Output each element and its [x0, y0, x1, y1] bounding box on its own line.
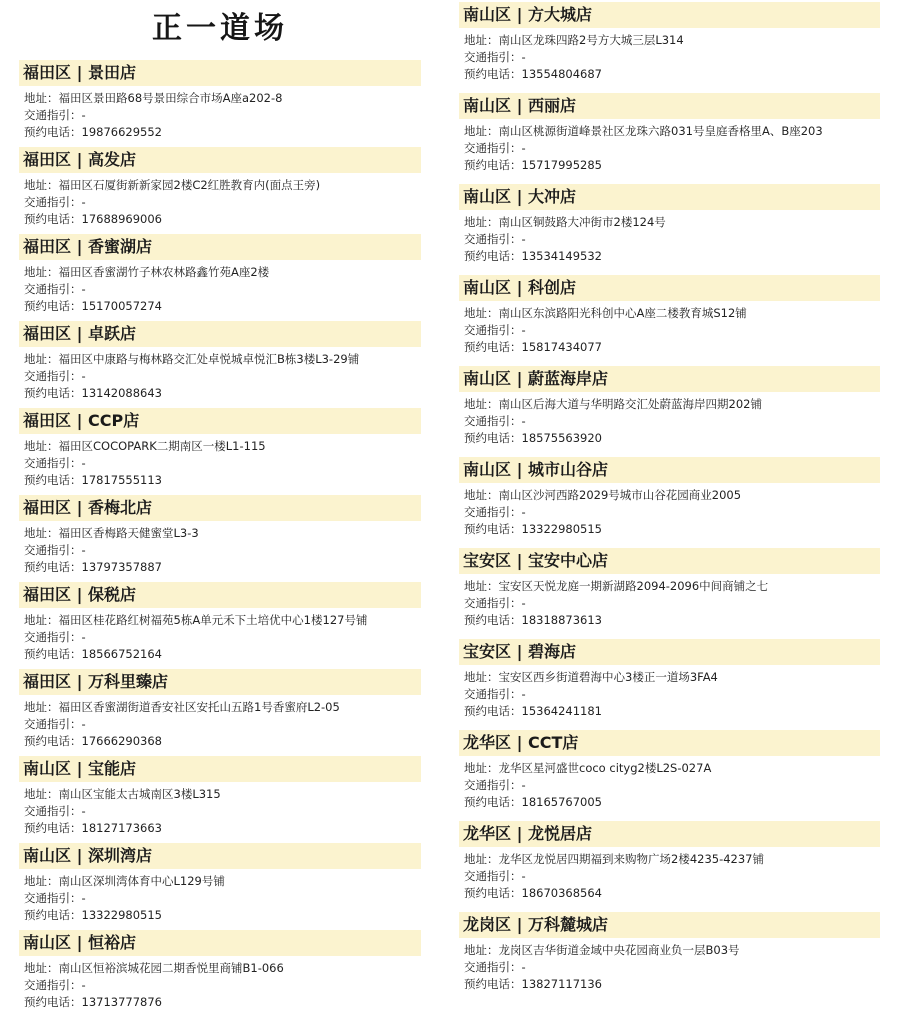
store-phone	[464, 430, 880, 447]
store-phone	[464, 612, 880, 629]
store-address-label: 地址：	[24, 91, 59, 105]
store-heading: 宝安区 | 碧海店	[459, 639, 880, 665]
store-phone-value: 18575563920	[521, 431, 602, 445]
store-phone-label: 预约电话：	[464, 249, 522, 263]
store-transport	[24, 542, 421, 559]
store-entry	[19, 319, 421, 406]
store-heading: 南山区 | 城市山谷店	[459, 457, 880, 483]
store-phone	[464, 794, 880, 811]
store-phone-value: 19876629552	[81, 125, 162, 139]
store-address-value: 南山区龙珠四路2号方大城三层L314	[498, 33, 684, 47]
store-heading: 南山区 | 方大城店	[459, 2, 880, 28]
store-phone-value: 17666290368	[81, 734, 162, 748]
store-phone	[24, 385, 421, 402]
store-heading: 南山区 | 深圳湾店	[19, 843, 421, 869]
store-phone-value: 18127173663	[81, 821, 162, 835]
store-entry	[459, 728, 880, 819]
store-address-label: 地址：	[24, 700, 59, 714]
store-phone-label: 预约电话：	[24, 560, 82, 574]
store-address-value: 福田区中康路与梅林路交汇处卓悦城卓悦汇B栋3楼L3-29铺	[58, 352, 360, 366]
store-phone-label: 预约电话：	[464, 795, 522, 809]
store-address-value: 福田区桂花路红树福苑5栋A单元禾下土培优中心1楼127号铺	[58, 613, 368, 627]
store-address	[464, 942, 880, 959]
store-transport-label: 交通指引：	[24, 717, 82, 731]
store-transport-label: 交通指引：	[24, 456, 82, 470]
store-transport-value: -	[521, 778, 526, 792]
store-transport	[24, 281, 421, 298]
store-address-label: 地址：	[464, 397, 499, 411]
store-address-label: 地址：	[24, 787, 59, 801]
store-transport-value: -	[81, 891, 86, 905]
store-transport-label: 交通指引：	[464, 960, 522, 974]
store-heading: 龙华区 | 龙悦居店	[459, 821, 880, 847]
store-address	[464, 396, 880, 413]
store-transport-label: 交通指引：	[464, 687, 522, 701]
store-transport-value: -	[521, 323, 526, 337]
left-column	[19, 0, 421, 1015]
store-phone-value: 15717995285	[521, 158, 602, 172]
store-transport-label: 交通指引：	[464, 232, 522, 246]
store-details	[459, 483, 880, 538]
store-transport-value: -	[81, 195, 86, 209]
store-address-value: 福田区香蜜湖街道香安社区安托山五路1号香蜜府L2-05	[58, 700, 340, 714]
store-address-label: 地址：	[24, 874, 59, 888]
store-address-label: 地址：	[24, 613, 59, 627]
store-transport-value: -	[521, 50, 526, 64]
store-phone	[464, 66, 880, 83]
store-address-value: 福田区石厦街新新家园2楼C2红胜教育内(面点王旁)	[58, 178, 321, 192]
store-transport-value: -	[81, 543, 86, 557]
store-transport-label: 交通指引：	[24, 543, 82, 557]
store-heading: 福田区 | 香蜜湖店	[19, 234, 421, 260]
store-address	[24, 699, 421, 716]
store-heading: 南山区 | 蔚蓝海岸店	[459, 366, 880, 392]
store-transport	[24, 368, 421, 385]
store-heading: 龙华区 | CCT店	[459, 730, 880, 756]
store-phone-label: 预约电话：	[464, 977, 522, 991]
store-entry	[459, 91, 880, 182]
store-transport	[24, 194, 421, 211]
store-address	[24, 90, 421, 107]
store-phone-label: 预约电话：	[24, 734, 82, 748]
store-transport-value: -	[81, 108, 86, 122]
store-phone	[24, 733, 421, 750]
store-details	[459, 119, 880, 174]
brand-title: 正一道场	[152, 11, 288, 46]
store-address-value: 南山区沙河西路2029号城市山谷花园商业2005	[498, 488, 742, 502]
store-transport-label: 交通指引：	[24, 804, 82, 818]
store-phone-label: 预约电话：	[24, 995, 82, 1009]
store-phone-value: 13827117136	[521, 977, 602, 991]
store-transport-value: -	[81, 282, 86, 296]
store-address-value: 福田区COCOPARK二期南区一楼L1-115	[58, 439, 266, 453]
store-address	[464, 214, 880, 231]
store-address-label: 地址：	[464, 761, 499, 775]
store-transport-label: 交通指引：	[24, 891, 82, 905]
store-address-value: 宝安区天悦龙庭一期新湖路2094-2096中间商铺之七	[498, 579, 769, 593]
store-entry	[459, 182, 880, 273]
store-address-value: 宝安区西乡街道碧海中心3楼正一道场3FA4	[498, 670, 718, 684]
store-transport-label: 交通指引：	[464, 505, 522, 519]
store-address	[464, 760, 880, 777]
store-details	[459, 392, 880, 447]
store-address-value: 福田区香蜜湖竹子林农林路鑫竹苑A座2楼	[58, 265, 270, 279]
store-address-value: 南山区铜鼓路大冲街市2楼124号	[498, 215, 666, 229]
store-details	[19, 347, 421, 402]
store-heading: 福田区 | 万科里臻店	[19, 669, 421, 695]
store-address-label: 地址：	[464, 124, 499, 138]
store-address-value: 福田区景田路68号景田综合市场A座a202-8	[58, 91, 283, 105]
store-transport	[24, 455, 421, 472]
store-phone-value: 17817555113	[81, 473, 162, 487]
store-phone-value: 13322980515	[521, 522, 602, 536]
store-address	[464, 851, 880, 868]
store-transport-label: 交通指引：	[24, 108, 82, 122]
store-address-label: 地址：	[464, 943, 499, 957]
store-transport-label: 交通指引：	[464, 50, 522, 64]
store-address	[24, 525, 421, 542]
store-details	[459, 756, 880, 811]
store-address-value: 龙华区龙悦居四期福到来购物广场2楼4235-4237铺	[498, 852, 764, 866]
store-transport	[464, 777, 880, 794]
store-transport	[24, 890, 421, 907]
store-address	[24, 438, 421, 455]
store-heading: 福田区 | 景田店	[19, 60, 421, 86]
store-address-value: 龙岗区吉华街道金域中央花园商业负一层B03号	[498, 943, 740, 957]
store-heading: 南山区 | 西丽店	[459, 93, 880, 119]
store-entry	[19, 754, 421, 841]
store-transport	[464, 140, 880, 157]
store-phone-value: 13142088643	[81, 386, 162, 400]
store-address-value: 南山区宝能太古城南区3楼L315	[58, 787, 221, 801]
store-transport-label: 交通指引：	[24, 195, 82, 209]
store-entry	[19, 580, 421, 667]
store-details	[459, 938, 880, 993]
store-phone	[464, 521, 880, 538]
store-address-value: 南山区桃源街道峰景社区龙珠六路031号皇庭香格里A、B座203	[498, 124, 823, 138]
store-entry	[19, 493, 421, 580]
store-address	[24, 177, 421, 194]
store-transport	[24, 977, 421, 994]
store-address-label: 地址：	[464, 852, 499, 866]
store-transport-value: -	[521, 505, 526, 519]
store-phone-value: 13534149532	[521, 249, 602, 263]
store-phone-label: 预约电话：	[464, 886, 522, 900]
store-transport-value: -	[521, 414, 526, 428]
store-address-value: 南山区深圳湾体育中心L129号铺	[58, 874, 225, 888]
store-address-label: 地址：	[464, 33, 499, 47]
store-phone-value: 13797357887	[81, 560, 162, 574]
store-transport-value: -	[521, 232, 526, 246]
store-heading: 南山区 | 宝能店	[19, 756, 421, 782]
store-heading: 南山区 | 科创店	[459, 275, 880, 301]
store-transport-value: -	[521, 687, 526, 701]
store-transport	[464, 413, 880, 430]
store-phone-label: 预约电话：	[24, 386, 82, 400]
store-address	[464, 305, 880, 322]
store-phone-label: 预约电话：	[24, 125, 82, 139]
store-phone-value: 15817434077	[521, 340, 602, 354]
store-transport-value: -	[521, 960, 526, 974]
store-details	[19, 782, 421, 837]
store-heading: 福田区 | CCP店	[19, 408, 421, 434]
store-entry	[459, 910, 880, 1001]
store-transport-value: -	[81, 456, 86, 470]
store-transport-value: -	[521, 869, 526, 883]
store-transport-value: -	[521, 141, 526, 155]
store-entry	[459, 455, 880, 546]
store-transport	[464, 322, 880, 339]
store-address	[24, 873, 421, 890]
store-phone	[24, 298, 421, 315]
store-address-label: 地址：	[24, 352, 59, 366]
store-transport-value: -	[81, 978, 86, 992]
store-details	[19, 173, 421, 228]
store-address	[464, 487, 880, 504]
store-address-label: 地址：	[464, 488, 499, 502]
store-address	[464, 32, 880, 49]
store-details	[19, 869, 421, 924]
store-details	[459, 28, 880, 83]
store-phone-label: 预约电话：	[24, 473, 82, 487]
right-column	[459, 0, 880, 1001]
store-transport	[24, 716, 421, 733]
store-phone-label: 预约电话：	[464, 613, 522, 627]
store-entry	[459, 546, 880, 637]
store-phone	[24, 559, 421, 576]
store-address	[24, 351, 421, 368]
store-phone	[464, 703, 880, 720]
store-address-label: 地址：	[464, 215, 499, 229]
store-transport	[24, 107, 421, 124]
store-phone	[464, 157, 880, 174]
store-entry	[459, 364, 880, 455]
store-transport-value: -	[81, 369, 86, 383]
store-address	[24, 786, 421, 803]
store-address	[24, 960, 421, 977]
store-phone-value: 13713777876	[81, 995, 162, 1009]
store-entry	[459, 0, 880, 91]
store-entry	[19, 145, 421, 232]
store-transport-label: 交通指引：	[464, 778, 522, 792]
store-address	[24, 264, 421, 281]
store-phone	[24, 646, 421, 663]
store-address-value: 南山区东滨路阳光科创中心A座二楼教育城S12铺	[498, 306, 747, 320]
store-entry	[19, 841, 421, 928]
store-details	[19, 956, 421, 1011]
store-transport-label: 交通指引：	[464, 323, 522, 337]
store-transport-value: -	[81, 717, 86, 731]
store-heading: 宝安区 | 宝安中心店	[459, 548, 880, 574]
store-transport-label: 交通指引：	[24, 630, 82, 644]
store-phone-value: 13554804687	[521, 67, 602, 81]
store-transport	[464, 595, 880, 612]
store-address-label: 地址：	[24, 439, 59, 453]
store-phone-label: 预约电话：	[464, 522, 522, 536]
store-transport-label: 交通指引：	[24, 978, 82, 992]
store-details	[19, 86, 421, 141]
store-details	[459, 210, 880, 265]
store-phone	[464, 339, 880, 356]
store-phone-label: 预约电话：	[464, 704, 522, 718]
store-address-value: 福田区香梅路天健蜜堂L3-3	[58, 526, 199, 540]
store-phone	[24, 994, 421, 1011]
store-details	[459, 574, 880, 629]
store-phone-value: 17688969006	[81, 212, 162, 226]
store-phone	[24, 907, 421, 924]
store-address-label: 地址：	[464, 579, 499, 593]
store-transport	[24, 629, 421, 646]
store-address	[24, 612, 421, 629]
store-phone-label: 预约电话：	[464, 340, 522, 354]
store-details	[19, 695, 421, 750]
store-details	[459, 847, 880, 902]
store-transport	[464, 49, 880, 66]
store-transport-label: 交通指引：	[464, 141, 522, 155]
store-heading: 福田区 | 保税店	[19, 582, 421, 608]
right-store-list	[459, 0, 880, 1001]
store-address-label: 地址：	[24, 265, 59, 279]
store-phone	[24, 124, 421, 141]
store-transport-value: -	[521, 596, 526, 610]
store-transport-label: 交通指引：	[24, 282, 82, 296]
store-transport	[464, 868, 880, 885]
store-details	[459, 301, 880, 356]
store-heading: 南山区 | 大冲店	[459, 184, 880, 210]
store-heading: 福田区 | 香梅北店	[19, 495, 421, 521]
store-phone-label: 预约电话：	[464, 431, 522, 445]
store-entry	[19, 928, 421, 1015]
store-entry	[19, 406, 421, 493]
store-address-label: 地址：	[464, 670, 499, 684]
store-phone-value: 18670368564	[521, 886, 602, 900]
store-phone-label: 预约电话：	[24, 821, 82, 835]
store-address-value: 南山区恒裕滨城花园二期香悦里商铺B1-066	[58, 961, 284, 975]
store-phone-value: 18165767005	[521, 795, 602, 809]
store-transport-value: -	[81, 804, 86, 818]
store-entry	[19, 232, 421, 319]
store-phone	[464, 885, 880, 902]
store-transport-label: 交通指引：	[464, 869, 522, 883]
store-transport-label: 交通指引：	[24, 369, 82, 383]
store-phone	[24, 472, 421, 489]
store-entry	[459, 637, 880, 728]
store-phone	[464, 248, 880, 265]
store-address-value: 南山区后海大道与华明路交汇处蔚蓝海岸四期202铺	[498, 397, 762, 411]
store-address	[464, 578, 880, 595]
store-transport-label: 交通指引：	[464, 414, 522, 428]
store-heading: 龙岗区 | 万科麓城店	[459, 912, 880, 938]
store-phone-label: 预约电话：	[464, 158, 522, 172]
store-heading: 福田区 | 高发店	[19, 147, 421, 173]
store-address-label: 地址：	[24, 526, 59, 540]
store-transport	[464, 959, 880, 976]
store-phone-value: 18318873613	[521, 613, 602, 627]
store-transport	[464, 686, 880, 703]
store-details	[459, 665, 880, 720]
store-transport	[464, 504, 880, 521]
store-address-value: 龙华区星河盛世coco cityg2楼L2S-027A	[498, 761, 712, 775]
store-details	[19, 434, 421, 489]
store-phone	[24, 211, 421, 228]
store-phone-value: 15170057274	[81, 299, 162, 313]
store-phone	[24, 820, 421, 837]
store-address-label: 地址：	[464, 306, 499, 320]
store-entry	[19, 667, 421, 754]
store-address-label: 地址：	[24, 961, 59, 975]
store-phone-label: 预约电话：	[24, 212, 82, 226]
store-address	[464, 669, 880, 686]
store-transport	[24, 803, 421, 820]
store-phone-label: 预约电话：	[24, 299, 82, 313]
store-address	[464, 123, 880, 140]
store-phone-value: 18566752164	[81, 647, 162, 661]
store-entry	[19, 58, 421, 145]
store-phone-label: 预约电话：	[24, 647, 82, 661]
left-store-list	[19, 58, 421, 1015]
store-details	[19, 260, 421, 315]
store-details	[19, 521, 421, 576]
store-transport	[464, 231, 880, 248]
store-phone-label: 预约电话：	[464, 67, 522, 81]
store-entry	[459, 273, 880, 364]
store-transport-label: 交通指引：	[464, 596, 522, 610]
store-phone	[464, 976, 880, 993]
store-phone-label: 预约电话：	[24, 908, 82, 922]
store-transport-value: -	[81, 630, 86, 644]
store-details	[19, 608, 421, 663]
store-heading: 福田区 | 卓跃店	[19, 321, 421, 347]
store-phone-value: 13322980515	[81, 908, 162, 922]
store-phone-value: 15364241181	[521, 704, 602, 718]
store-address-label: 地址：	[24, 178, 59, 192]
store-entry	[459, 819, 880, 910]
store-heading: 南山区 | 恒裕店	[19, 930, 421, 956]
